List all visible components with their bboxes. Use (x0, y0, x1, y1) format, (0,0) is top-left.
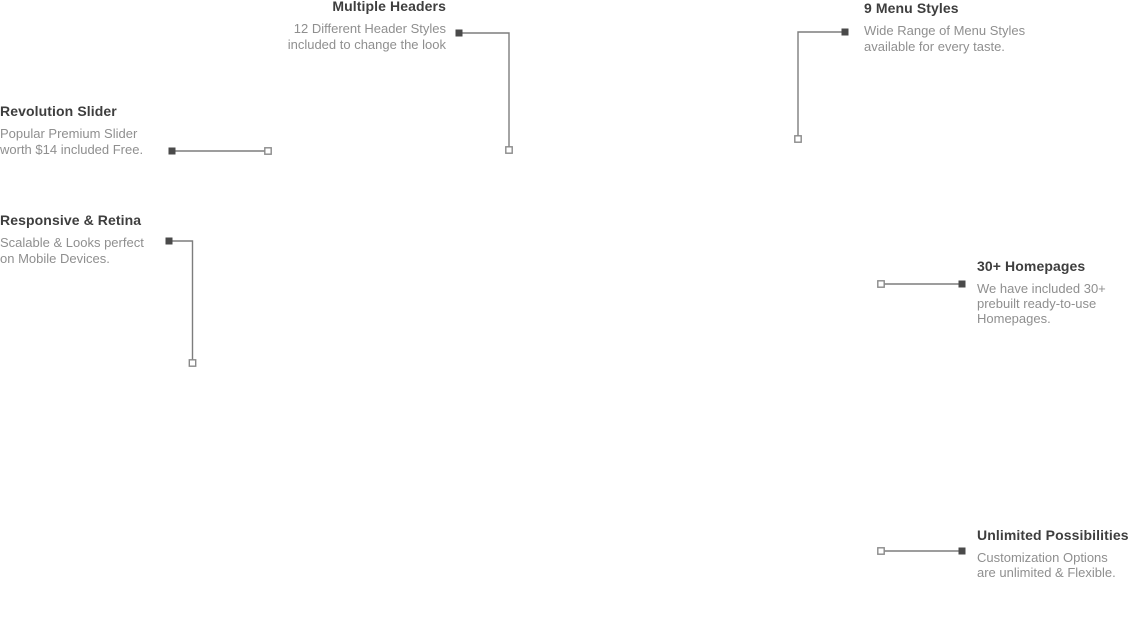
connector-responsive-retina (166, 238, 196, 367)
callout-title: Unlimited Possibilities (977, 527, 1129, 543)
callout-description (977, 550, 1129, 580)
callout-title: 9 Menu Styles (864, 0, 959, 16)
description-line: on Mobile Devices. (0, 251, 110, 266)
marker-filled-square (842, 29, 849, 36)
description-line: Scalable & Looks perfect (0, 235, 144, 250)
callout-title: Multiple Headers (332, 0, 446, 14)
connector-homepages (878, 281, 966, 288)
marker-hollow-square (506, 147, 512, 153)
callout-unlimited-possibilities (977, 528, 1129, 580)
callout-title: Responsive & Retina (0, 212, 142, 228)
description-line: We have included 30+ (977, 281, 1106, 296)
description-line: worth $14 included Free. (0, 142, 144, 157)
connector-multiple-headers (456, 30, 513, 154)
callout-description (864, 23, 1025, 55)
description-line: included to change the look (287, 37, 446, 52)
callout-revolution-slider (0, 104, 143, 158)
marker-hollow-square (189, 360, 195, 366)
marker-hollow-square (795, 136, 801, 142)
description-line: available for every taste. (864, 39, 1005, 54)
description-line: Popular Premium Slider (0, 126, 138, 141)
description-line: Homepages. (977, 311, 1051, 326)
callout-description (977, 281, 1106, 326)
callout-description (0, 126, 143, 158)
marker-hollow-square (878, 281, 884, 287)
marker-filled-square (166, 238, 173, 245)
description-line: Customization Options (977, 550, 1108, 565)
callout-homepages (977, 259, 1106, 326)
connector-menu-styles (795, 29, 849, 143)
marker-filled-square (959, 281, 966, 288)
description-line: prebuilt ready-to-use (977, 296, 1097, 311)
description-line: Wide Range of Menu Styles (864, 23, 1026, 38)
marker-hollow-square (878, 548, 884, 554)
marker-hollow-square (265, 148, 271, 154)
description-line: 12 Different Header Styles (293, 21, 446, 36)
callout-multiple-headers (288, 0, 446, 53)
connector-revolution-slider (169, 148, 272, 155)
callout-description (0, 235, 144, 267)
marker-filled-square (169, 148, 176, 155)
connector-unlimited-possibilities (878, 548, 966, 555)
callout-title: Revolution Slider (0, 103, 117, 119)
callout-title: 30+ Homepages (977, 258, 1086, 274)
marker-filled-square (456, 30, 463, 37)
callout-responsive-retina (0, 213, 144, 267)
description-line: are unlimited & Flexible. (977, 565, 1116, 580)
callout-description (288, 21, 446, 53)
callout-menu-styles (864, 1, 1025, 55)
marker-filled-square (959, 548, 966, 555)
